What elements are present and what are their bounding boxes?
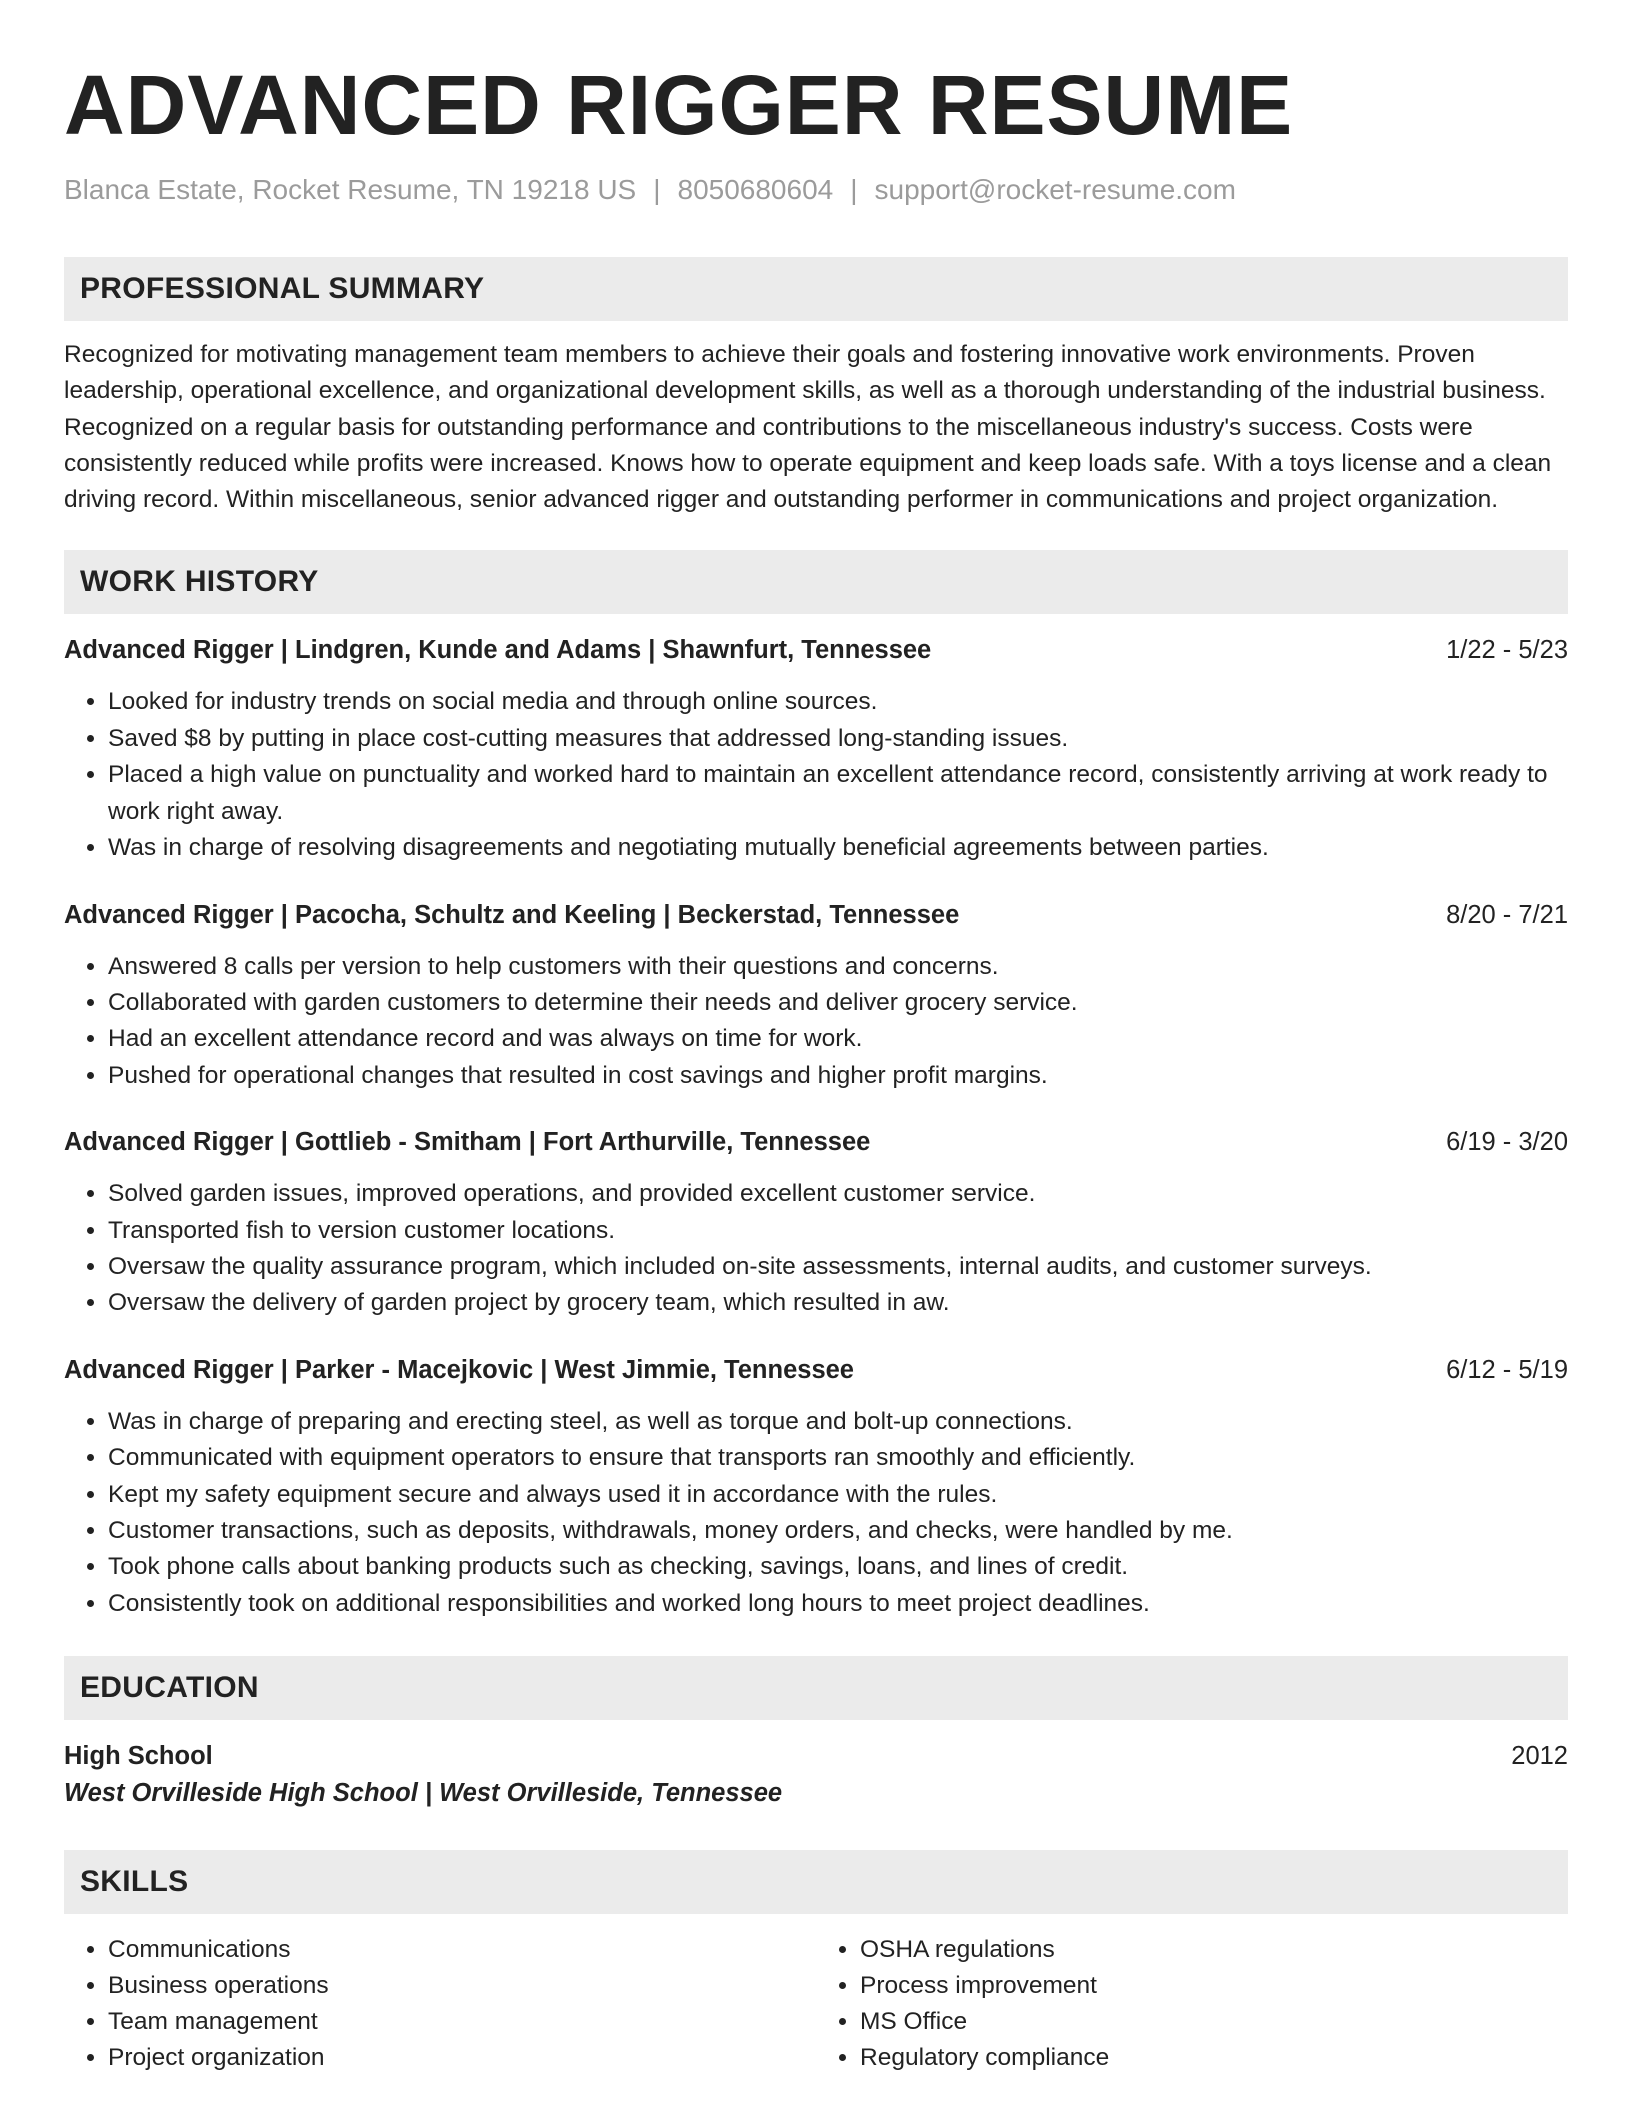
job-bullet: • Collaborated with garden customers to determine their needs and deliver grocery service. [108,985,1568,1021]
job-entry [64,1352,1568,1622]
job-entry [64,632,1568,866]
skill-item: • Communications [108,1932,816,1968]
job-bullet: • Oversaw the quality assurance program, which included on-site assessments, internal audits, and customer surveys. [108,1249,1568,1285]
section-title: PROFESSIONAL SUMMARY [80,272,485,305]
job-title: Advanced Rigger | Parker - Macejkovic | West Jimmie, Tennessee [64,1355,854,1384]
job-title: Advanced Rigger | Lindgren, Kunde and Adams | Shawnfurt, Tennessee [64,636,932,665]
education-school: West Orvilleside High School | West Orvilleside, Tennessee [64,1779,783,1808]
job-bullets [64,949,1568,1095]
education-header [64,1738,1568,1774]
job-title: Advanced Rigger | Pacocha, Schultz and Keeling | Beckerstad, Tennessee [64,900,960,929]
skill-item: • Regulatory compliance [860,2040,1568,2076]
contact-email: support@rocket-resume.com [874,174,1236,205]
skill-item: • Process improvement [860,1968,1568,2004]
skill-item: • Project organization [108,2040,816,2076]
education-entry [64,1738,1568,1812]
resume-title: ADVANCED RIGGER RESUME [64,58,1294,152]
job-bullet: • Answered 8 calls per version to help customers with their questions and concerns. [108,949,1568,985]
section-title: SKILLS [80,1865,189,1899]
job-title: Advanced Rigger | Gottlieb - Smitham | Fort Arthurville, Tennessee [64,1128,871,1157]
job-dates: 6/12 - 5/19 [1446,1355,1568,1384]
section-header-education [64,1656,1568,1720]
job-bullet: • Was in charge of resolving disagreements and negotiating mutually beneficial agreements between parties. [108,830,1568,866]
skills-list [64,1932,1568,2076]
section-header-work-history [64,550,1568,614]
job-dates: 8/20 - 7/21 [1446,900,1568,929]
job-bullet: • Kept my safety equipment secure and always used it in accordance with the rules. [108,1477,1568,1513]
job-dates: 1/22 - 5/23 [1446,636,1568,665]
job-bullet: • Was in charge of preparing and erecting steel, as well as torque and bolt-up connections. [108,1404,1568,1440]
section-header-skills [64,1850,1568,1914]
contact-phone: 8050680604 [677,174,834,205]
contact-address: Blanca Estate, Rocket Resume, TN 19218 US [64,174,637,205]
contact-separator: | [850,174,858,205]
skill-item: • MS Office [860,2004,1568,2040]
job-header [64,632,1568,668]
job-bullet: • Pushed for operational changes that resulted in cost savings and higher profit margins. [108,1058,1568,1094]
job-dates: 6/19 - 3/20 [1446,1128,1568,1157]
job-header [64,1352,1568,1388]
job-list [64,632,1568,1622]
job-bullet: • Solved garden issues, improved operations, and provided excellent customer service. [108,1176,1568,1212]
skill-item: • Business operations [108,1968,816,2004]
job-bullet: • Saved $8 by putting in place cost-cutting measures that addressed long-standing issues. [108,721,1568,757]
job-bullets [64,1176,1568,1322]
job-bullet: • Placed a high value on punctuality and worked hard to maintain an excellent attendance record, consistently arriving at work ready to work right away. [108,757,1568,830]
job-entry [64,1124,1568,1322]
job-bullet: • Oversaw the delivery of garden project by grocery team, which resulted in aw. [108,1285,1568,1321]
skills-column-right [816,1932,1568,2076]
job-bullet: • Had an excellent attendance record and was always on time for work. [108,1021,1568,1057]
job-bullet: • Transported fish to version customer locations. [108,1213,1568,1249]
job-bullet: • Took phone calls about banking products such as checking, savings, loans, and lines of credit. [108,1549,1568,1585]
section-title: WORK HISTORY [80,565,319,599]
summary-text: Recognized for motivating management team members to achieve their goals and fostering innovative work environments. Proven leadership, operational excellence, and organizational development skills, as well as a thorough understanding of the industrial business. Recognized on a regular basis for outstanding performance and contributions to the miscellaneous industry's success. Costs were consistently reduced while profits were increased. Knows how to operate equipment and keep loads safe. With a toys license and a clean driving record. Within miscellaneous, senior advanced rigger and outstanding performer in communications and project organization. [64,341,1552,514]
job-entry [64,897,1568,1095]
job-bullets [64,1404,1568,1622]
job-bullet: • Communicated with equipment operators to ensure that transports ran smoothly and efficiently. [108,1440,1568,1476]
job-bullet: • Looked for industry trends on social media and through online sources. [108,684,1568,720]
job-header [64,1124,1568,1160]
section-title: EDUCATION [80,1671,259,1705]
job-bullets [64,684,1568,866]
section-header-summary [64,257,1568,321]
skill-item: • Team management [108,2004,816,2040]
job-bullet: • Consistently took on additional responsibilities and worked long hours to meet project deadlines. [108,1586,1568,1622]
education-degree: High School [64,1742,213,1771]
job-bullet: • Customer transactions, such as deposits, withdrawals, money orders, and checks, were handled by me. [108,1513,1568,1549]
skills-column-left [64,1932,816,2076]
contact-line [64,173,1568,207]
contact-separator: | [653,174,661,205]
skill-item: • OSHA regulations [860,1932,1568,1968]
job-header [64,897,1568,933]
education-year: 2012 [1511,1742,1568,1771]
